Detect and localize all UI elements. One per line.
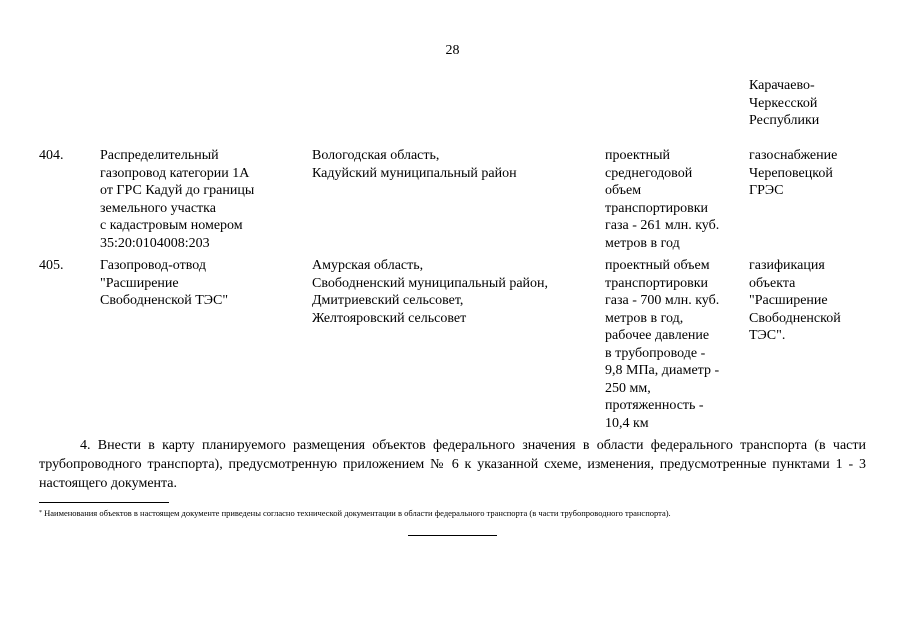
footnote-marker: * <box>39 510 42 516</box>
object-characteristics: проектный среднегодовой объем транспортировки газа - 261 млн. куб. метров в год <box>605 148 720 251</box>
end-divider <box>408 535 497 536</box>
object-location: Вологодская область, Кадуйский муниципальный район <box>312 148 517 181</box>
object-characteristics: проектный объем транспортировки газа - 700 млн. куб. метров в год, рабочее давление в трубопроводе - 9,8 МПа, диаметр - 250 мм, протяженность - 10,4 км <box>605 258 720 431</box>
region-line: Республики <box>749 113 820 128</box>
footnote-text: Наименования объектов в настоящем документе приведены согласно технической документации в области федерального транспорта (в части трубопроводного транспорта). <box>44 508 671 518</box>
row-number: 404. <box>39 148 64 163</box>
footnote <box>39 508 879 519</box>
object-location: Амурская область, Свободненский муниципальный район, Дмитриевский сельсовет, Желтояровский сельсовет <box>312 258 549 326</box>
footnote-divider <box>39 502 169 503</box>
region-line: Карачаево- <box>749 78 815 93</box>
continued-region-cell <box>749 77 869 130</box>
page-number: 28 <box>445 43 460 58</box>
object-name: Газопровод-отвод "Расширение Свободненской ТЭС" <box>100 258 229 308</box>
object-purpose: газоснабжение Череповецкой ГРЭС <box>749 148 838 198</box>
object-purpose: газификация объекта "Расширение Свободненской ТЭС". <box>749 258 841 343</box>
region-line: Черкесской <box>749 95 818 111</box>
row-number: 405. <box>39 258 64 273</box>
object-name: Распределительный газопровод категории 1А от ГРС Кадуй до границы земельного участка с кадастровым номером 35:20:0104008:203 <box>100 148 255 251</box>
paragraph-4: 4. Внести в карту планируемого размещения объектов федерального значения в области федерального транспорта (в части трубопроводного транспорта), предусмотренную приложением № 6 к указанной схеме, изменения, предусмотренные пунктами 1 - 3 настоящего документа. <box>39 438 866 491</box>
